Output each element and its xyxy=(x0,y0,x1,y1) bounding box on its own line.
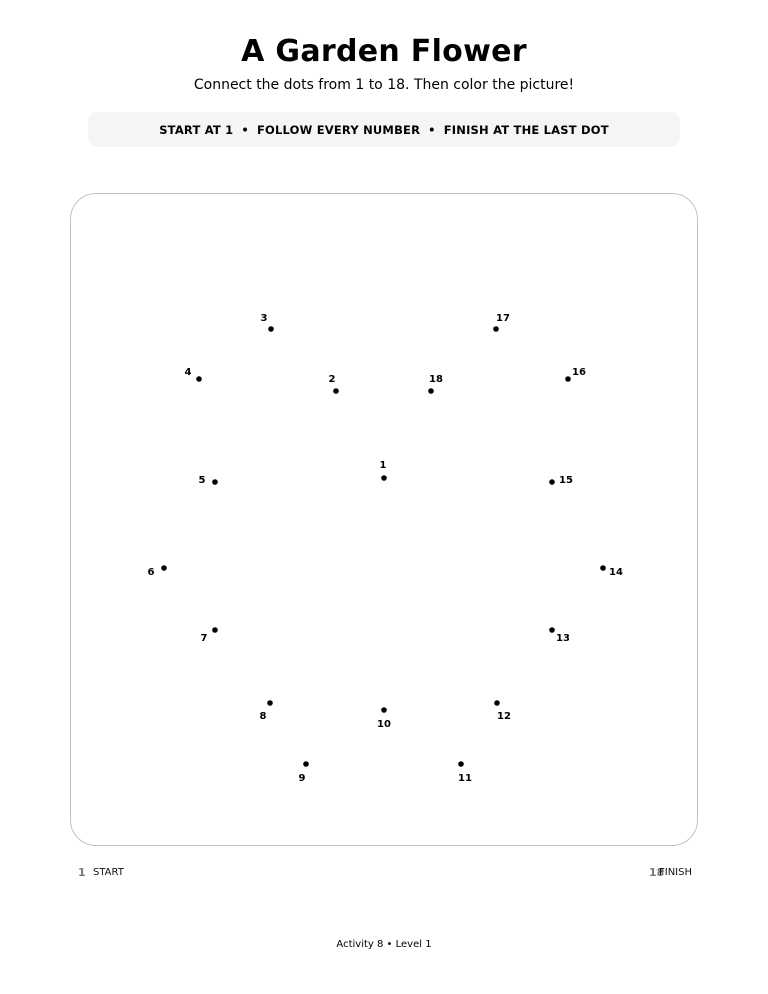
dot-1 xyxy=(381,475,387,481)
dot-10 xyxy=(381,707,387,713)
legend-start-number: 1 xyxy=(78,866,86,879)
dot-label-6: 6 xyxy=(147,567,155,578)
dot-7 xyxy=(212,627,218,633)
dot-label-15: 15 xyxy=(559,475,573,486)
dot-label-14: 14 xyxy=(609,567,623,578)
dot-17 xyxy=(493,326,499,332)
dot-label-5: 5 xyxy=(198,475,206,486)
dot-15 xyxy=(549,479,555,485)
dot-label-8: 8 xyxy=(259,711,267,722)
footer-activity: Activity 8 • Level 1 xyxy=(336,939,432,950)
page-subtitle: Connect the dots from 1 to 18. Then color the picture! xyxy=(193,77,575,93)
dot-14 xyxy=(600,565,606,571)
legend-finish-label: FINISH xyxy=(659,867,692,878)
dot-label-17: 17 xyxy=(496,313,510,324)
dot-label-1: 1 xyxy=(379,460,387,471)
dot-label-9: 9 xyxy=(298,773,306,784)
dot-label-2: 2 xyxy=(328,374,336,385)
legend-finish-number: 18 xyxy=(649,866,665,879)
dot-5 xyxy=(212,479,218,485)
dot-16 xyxy=(565,376,571,382)
dot-label-18: 18 xyxy=(429,374,443,385)
dot-label-7: 7 xyxy=(200,633,208,644)
dot-9 xyxy=(303,761,309,767)
dot-label-10: 10 xyxy=(377,719,391,730)
banner-item-finish: FINISH AT THE LAST DOT xyxy=(443,122,609,137)
dot-label-4: 4 xyxy=(184,367,192,378)
dot-6 xyxy=(161,565,167,571)
dot-label-11: 11 xyxy=(458,773,472,784)
legend-start-label: START xyxy=(93,867,124,878)
dot-3 xyxy=(268,326,274,332)
dot-18 xyxy=(428,388,434,394)
banner-item-follow: FOLLOW EVERY NUMBER xyxy=(256,122,421,137)
dot-4 xyxy=(196,376,202,382)
dot-label-12: 12 xyxy=(497,711,511,722)
dot-label-16: 16 xyxy=(572,367,586,378)
banner-item-start: START AT 1 xyxy=(159,122,234,137)
dot-label-3: 3 xyxy=(260,313,268,324)
dot-2 xyxy=(333,388,339,394)
dot-13 xyxy=(549,627,555,633)
page-title: A Garden Flower xyxy=(241,34,527,69)
dot-11 xyxy=(458,761,464,767)
dot-12 xyxy=(494,700,500,706)
dot-label-13: 13 xyxy=(556,633,570,644)
banner-separator: • xyxy=(428,122,436,137)
dot-8 xyxy=(267,700,273,706)
banner-separator: • xyxy=(241,122,249,137)
